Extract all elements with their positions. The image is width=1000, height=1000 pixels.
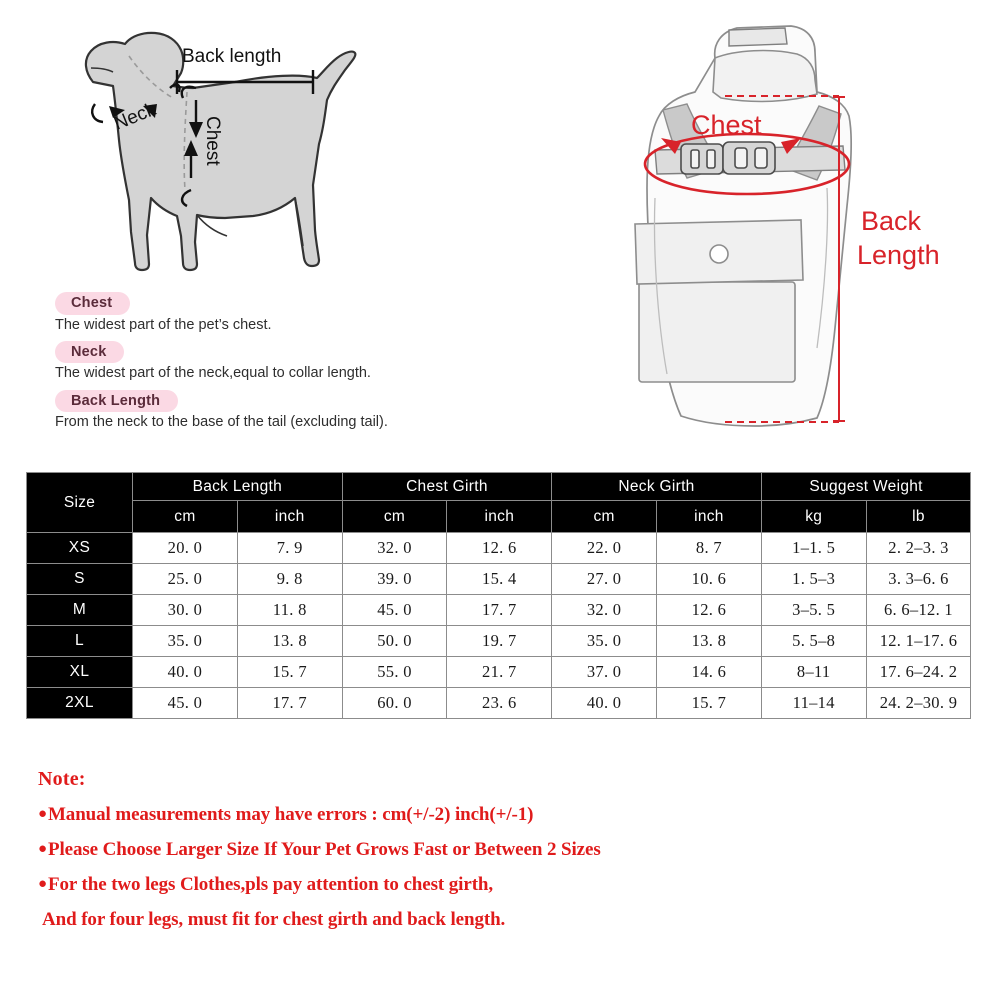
definition-text-back-length: From the neck to the base of the tail (excluding tail). <box>55 414 388 431</box>
bullet-icon: ● <box>38 875 47 892</box>
jacket-back-label-line1: Back <box>861 206 922 236</box>
definition-badge-back-length: Back Length <box>55 390 178 413</box>
dog-neck-label: Neck <box>111 98 160 135</box>
cell-size: L <box>27 626 133 657</box>
cell-weight-kg: 8–11 <box>761 657 866 688</box>
unit-header-chest-girth-inch: inch <box>447 501 552 533</box>
cell-weight-lb: 24. 2–30. 9 <box>866 688 971 719</box>
cell-chest-girth-cm: 45. 0 <box>342 595 447 626</box>
table-header-row-groups <box>27 473 971 501</box>
definition-neck <box>55 341 525 383</box>
cell-size: M <box>27 595 133 626</box>
note-line-2 <box>38 840 968 861</box>
note-text-2: Please Choose Larger Size If Your Pet Grows Fast or Between 2 Sizes <box>47 838 601 860</box>
dog-chest-label: Chest <box>202 116 223 166</box>
cell-neck-girth-inch: 10. 6 <box>657 564 762 595</box>
cell-back-length-inch: 17. 7 <box>237 688 342 719</box>
cell-chest-girth-cm: 55. 0 <box>342 657 447 688</box>
column-header-suggest-weight: Suggest Weight <box>761 473 971 501</box>
cell-weight-kg: 1–1. 5 <box>761 533 866 564</box>
jacket-back-label-line2: Length <box>857 240 940 270</box>
table-row <box>27 657 971 688</box>
cell-neck-girth-inch: 12. 6 <box>657 595 762 626</box>
definition-chest <box>55 292 525 334</box>
cell-chest-girth-cm: 60. 0 <box>342 688 447 719</box>
table-header-row-units <box>27 501 971 533</box>
table-row <box>27 688 971 719</box>
jacket-chest-label: Chest <box>691 110 762 140</box>
cell-neck-girth-cm: 40. 0 <box>552 688 657 719</box>
note-text-1: Manual measurements may have errors : cm(+/-2) inch(+/-1) <box>47 804 534 825</box>
cell-neck-girth-cm: 37. 0 <box>552 657 657 688</box>
table-row <box>27 564 971 595</box>
cell-size: XL <box>27 657 133 688</box>
size-chart-table <box>26 472 971 719</box>
column-header-chest-girth: Chest Girth <box>342 473 552 501</box>
cell-weight-lb: 3. 3–6. 6 <box>866 564 971 595</box>
cell-back-length-inch: 15. 7 <box>237 657 342 688</box>
cell-size: S <box>27 564 133 595</box>
cell-neck-girth-cm: 35. 0 <box>552 626 657 657</box>
cell-weight-kg: 1. 5–3 <box>761 564 866 595</box>
cell-back-length-cm: 20. 0 <box>133 533 238 564</box>
dog-measurement-diagram <box>55 20 395 290</box>
note-line-1 <box>38 805 968 826</box>
cell-neck-girth-inch: 8. 7 <box>657 533 762 564</box>
cell-chest-girth-inch: 23. 6 <box>447 688 552 719</box>
cell-chest-girth-inch: 19. 7 <box>447 626 552 657</box>
cell-size: 2XL <box>27 688 133 719</box>
column-header-neck-girth: Neck Girth <box>552 473 762 501</box>
cell-back-length-cm: 35. 0 <box>133 626 238 657</box>
cell-weight-lb: 12. 1–17. 6 <box>866 626 971 657</box>
size-chart-table-container <box>26 472 971 719</box>
note-text-4: And for four legs, must fit for chest girth and back length. <box>42 908 506 930</box>
cell-weight-lb: 6. 6–12. 1 <box>866 595 971 626</box>
unit-header-back-length-cm: cm <box>133 501 238 533</box>
measurement-definitions <box>55 292 525 438</box>
unit-header-neck-girth-cm: cm <box>552 501 657 533</box>
cell-weight-kg: 11–14 <box>761 688 866 719</box>
cell-chest-girth-inch: 21. 7 <box>447 657 552 688</box>
cell-back-length-cm: 30. 0 <box>133 595 238 626</box>
definition-badge-neck: Neck <box>55 341 124 364</box>
cell-chest-girth-cm: 39. 0 <box>342 564 447 595</box>
column-header-back-length: Back Length <box>133 473 343 501</box>
note-text-3: For the two legs Clothes,pls pay attention to chest girth, <box>47 873 494 895</box>
table-row <box>27 533 971 564</box>
cell-chest-girth-inch: 12. 6 <box>447 533 552 564</box>
table-row <box>27 595 971 626</box>
cell-back-length-cm: 40. 0 <box>133 657 238 688</box>
cell-weight-lb: 17. 6–24. 2 <box>866 657 971 688</box>
notes-section <box>38 768 968 945</box>
jacket-illustration-icon <box>635 26 851 426</box>
dog-back-length-label: Back length <box>182 46 282 67</box>
cell-weight-lb: 2. 2–3. 3 <box>866 533 971 564</box>
cell-size: XS <box>27 533 133 564</box>
unit-header-neck-girth-inch: inch <box>657 501 762 533</box>
cell-chest-girth-inch: 17. 7 <box>447 595 552 626</box>
collar-tab <box>729 28 787 46</box>
cell-neck-girth-cm: 32. 0 <box>552 595 657 626</box>
cell-back-length-inch: 9. 8 <box>237 564 342 595</box>
column-header-size: Size <box>27 473 133 533</box>
cell-back-length-cm: 45. 0 <box>133 688 238 719</box>
table-header <box>27 473 971 533</box>
bullet-icon: ● <box>38 840 47 857</box>
cell-back-length-inch: 13. 8 <box>237 626 342 657</box>
table-body <box>27 533 971 719</box>
cell-neck-girth-inch: 15. 7 <box>657 688 762 719</box>
definition-badge-chest: Chest <box>55 292 130 315</box>
unit-header-back-length-inch: inch <box>237 501 342 533</box>
note-line-3 <box>38 875 968 896</box>
jacket-measurement-diagram <box>595 18 995 448</box>
definition-text-chest: The widest part of the pet’s chest. <box>55 316 272 333</box>
unit-header-chest-girth-cm: cm <box>342 501 447 533</box>
cell-back-length-inch: 11. 8 <box>237 595 342 626</box>
cell-weight-kg: 5. 5–8 <box>761 626 866 657</box>
cell-back-length-cm: 25. 0 <box>133 564 238 595</box>
pocket-snap-button-icon <box>710 245 728 263</box>
definition-text-neck: The widest part of the neck,equal to collar length. <box>55 365 371 382</box>
notes-title: Note: <box>38 768 86 790</box>
cell-chest-girth-cm: 50. 0 <box>342 626 447 657</box>
cell-chest-girth-inch: 15. 4 <box>447 564 552 595</box>
unit-header-weight-lb: lb <box>866 501 971 533</box>
cell-neck-girth-cm: 27. 0 <box>552 564 657 595</box>
definition-back-length <box>55 390 525 432</box>
cell-weight-kg: 3–5. 5 <box>761 595 866 626</box>
unit-header-weight-kg: kg <box>761 501 866 533</box>
cell-neck-girth-inch: 14. 6 <box>657 657 762 688</box>
note-line-4 <box>38 910 968 931</box>
cell-neck-girth-inch: 13. 8 <box>657 626 762 657</box>
bullet-icon: ● <box>38 806 47 822</box>
table-row <box>27 626 971 657</box>
cell-neck-girth-cm: 22. 0 <box>552 533 657 564</box>
cell-back-length-inch: 7. 9 <box>237 533 342 564</box>
cell-chest-girth-cm: 32. 0 <box>342 533 447 564</box>
buckle-icon <box>681 142 775 174</box>
